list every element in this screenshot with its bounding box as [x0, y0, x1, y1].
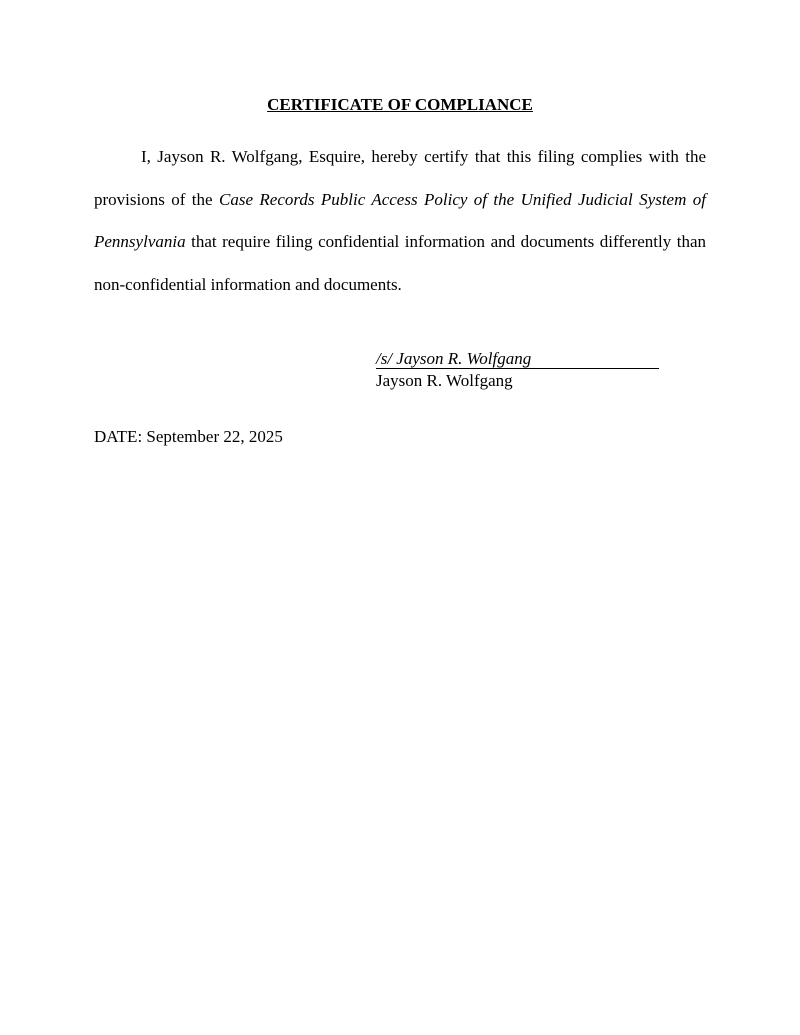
paragraph-text-part2: that require filing confidential information and documents differently than non-confidential information and documents.: [94, 232, 706, 294]
policy-name-italic: Case Records Public Access Policy of the Unified Judicial System of Pennsylvania: [94, 189, 706, 251]
certificate-title: CERTIFICATE OF COMPLIANCE: [267, 95, 533, 114]
certification-paragraph: [94, 136, 706, 306]
date-line: DATE: September 22, 2025: [94, 427, 283, 446]
paragraph-text-part1: I, Jayson R. Wolfgang, Esquire, hereby certify that this filing complies with the provisions of the: [94, 147, 706, 209]
signature-block: [376, 348, 659, 391]
electronic-signature: /s/ Jayson R. Wolfgang: [376, 350, 659, 369]
signer-printed-name: Jayson R. Wolfgang: [376, 371, 513, 390]
